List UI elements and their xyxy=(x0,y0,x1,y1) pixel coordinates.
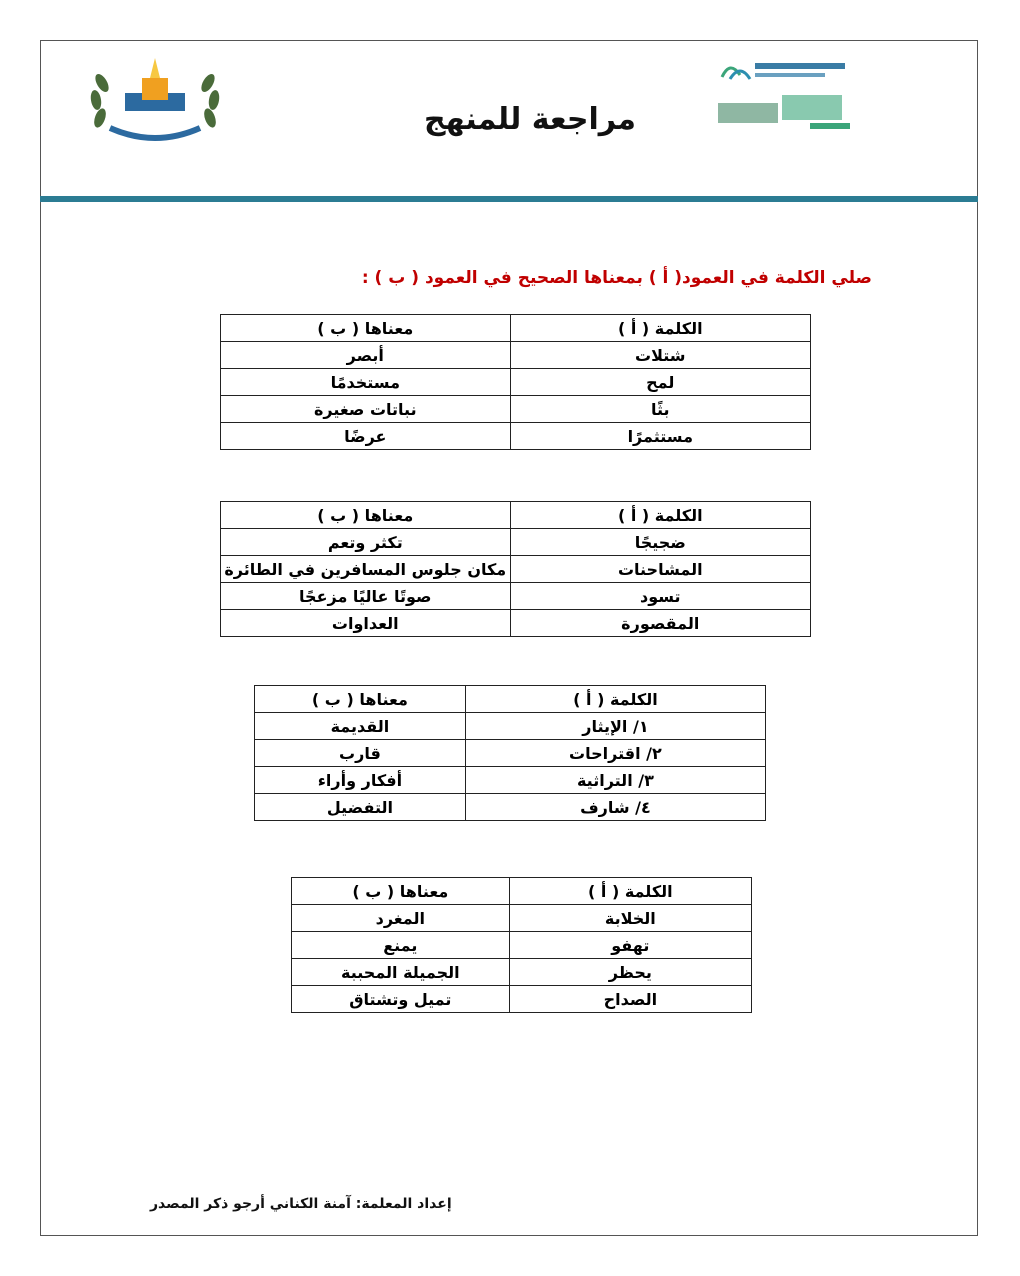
meaning-cell: تكثر وتعم xyxy=(221,529,511,556)
table-row xyxy=(255,767,766,794)
table-row xyxy=(221,556,811,583)
meaning-cell: نباتات صغيرة xyxy=(221,396,511,423)
meaning-cell: مستخدمًا xyxy=(221,369,511,396)
header-meaning: معناها ( ب ) xyxy=(292,878,510,905)
word-cell: الخلابة xyxy=(509,905,751,932)
header-divider xyxy=(40,196,978,202)
matching-table-2 xyxy=(220,501,811,637)
meaning-cell: أفكار وأراء xyxy=(255,767,466,794)
header-meaning: معناها ( ب ) xyxy=(221,502,511,529)
meaning-cell: الجميلة المحببة xyxy=(292,959,510,986)
word-cell: شتلات xyxy=(510,342,810,369)
table-row xyxy=(221,396,811,423)
meaning-cell: يمنع xyxy=(292,932,510,959)
table-row xyxy=(221,529,811,556)
word-cell: ٣/ التراثية xyxy=(465,767,765,794)
school-logo xyxy=(80,48,230,148)
meaning-cell: مكان جلوس المسافرين في الطائرة xyxy=(221,556,511,583)
table-row xyxy=(221,342,811,369)
word-cell: ٢/ اقتراحات xyxy=(465,740,765,767)
header-word: الكلمة ( أ ) xyxy=(510,502,810,529)
meaning-cell: المغرد xyxy=(292,905,510,932)
word-cell: بثًا xyxy=(510,396,810,423)
word-cell: يحظر xyxy=(509,959,751,986)
footer-credit: إعداد المعلمة: آمنة الكناني أرجو ذكر المصدر xyxy=(150,1196,452,1212)
meaning-cell: عرضًا xyxy=(221,423,511,450)
table-row xyxy=(292,959,752,986)
word-cell: مستثمرًا xyxy=(510,423,810,450)
table-row xyxy=(221,369,811,396)
matching-table-4 xyxy=(291,877,752,1013)
matching-table-3 xyxy=(254,685,766,821)
meaning-cell: قارب xyxy=(255,740,466,767)
table-row xyxy=(255,740,766,767)
header-meaning: معناها ( ب ) xyxy=(221,315,511,342)
meaning-cell: أبصر xyxy=(221,342,511,369)
instruction-text: صلي الكلمة في العمود( أ ) بمعناها الصحيح في العمود ( ب ) : xyxy=(361,268,872,288)
word-cell: ١/ الإيثار xyxy=(465,713,765,740)
word-cell: المشاحنات xyxy=(510,556,810,583)
page-title: مراجعة للمنهج xyxy=(423,102,636,137)
matching-table-1 xyxy=(220,314,811,450)
word-cell: المقصورة xyxy=(510,610,810,637)
table-row xyxy=(221,610,811,637)
page-border xyxy=(40,40,978,1236)
table-row xyxy=(292,986,752,1013)
table-row xyxy=(221,583,811,610)
word-cell: لمح xyxy=(510,369,810,396)
header-meaning: معناها ( ب ) xyxy=(255,686,466,713)
header-word: الكلمة ( أ ) xyxy=(510,315,810,342)
table-row xyxy=(292,905,752,932)
meaning-cell: التفضيل xyxy=(255,794,466,821)
table-row xyxy=(292,932,752,959)
word-cell: الصداح xyxy=(509,986,751,1013)
table-row xyxy=(255,794,766,821)
header-word: الكلمة ( أ ) xyxy=(465,686,765,713)
word-cell: تسود xyxy=(510,583,810,610)
word-cell: ضجيجًا xyxy=(510,529,810,556)
meaning-cell: القديمة xyxy=(255,713,466,740)
meaning-cell: تميل وتشتاق xyxy=(292,986,510,1013)
table-row xyxy=(255,713,766,740)
meaning-cell: العداوات xyxy=(221,610,511,637)
word-cell: تهفو xyxy=(509,932,751,959)
ministry-logo xyxy=(710,55,870,135)
table-row xyxy=(221,423,811,450)
word-cell: ٤/ شارف xyxy=(465,794,765,821)
meaning-cell: صوتًا عاليًا مزعجًا xyxy=(221,583,511,610)
header-word: الكلمة ( أ ) xyxy=(509,878,751,905)
